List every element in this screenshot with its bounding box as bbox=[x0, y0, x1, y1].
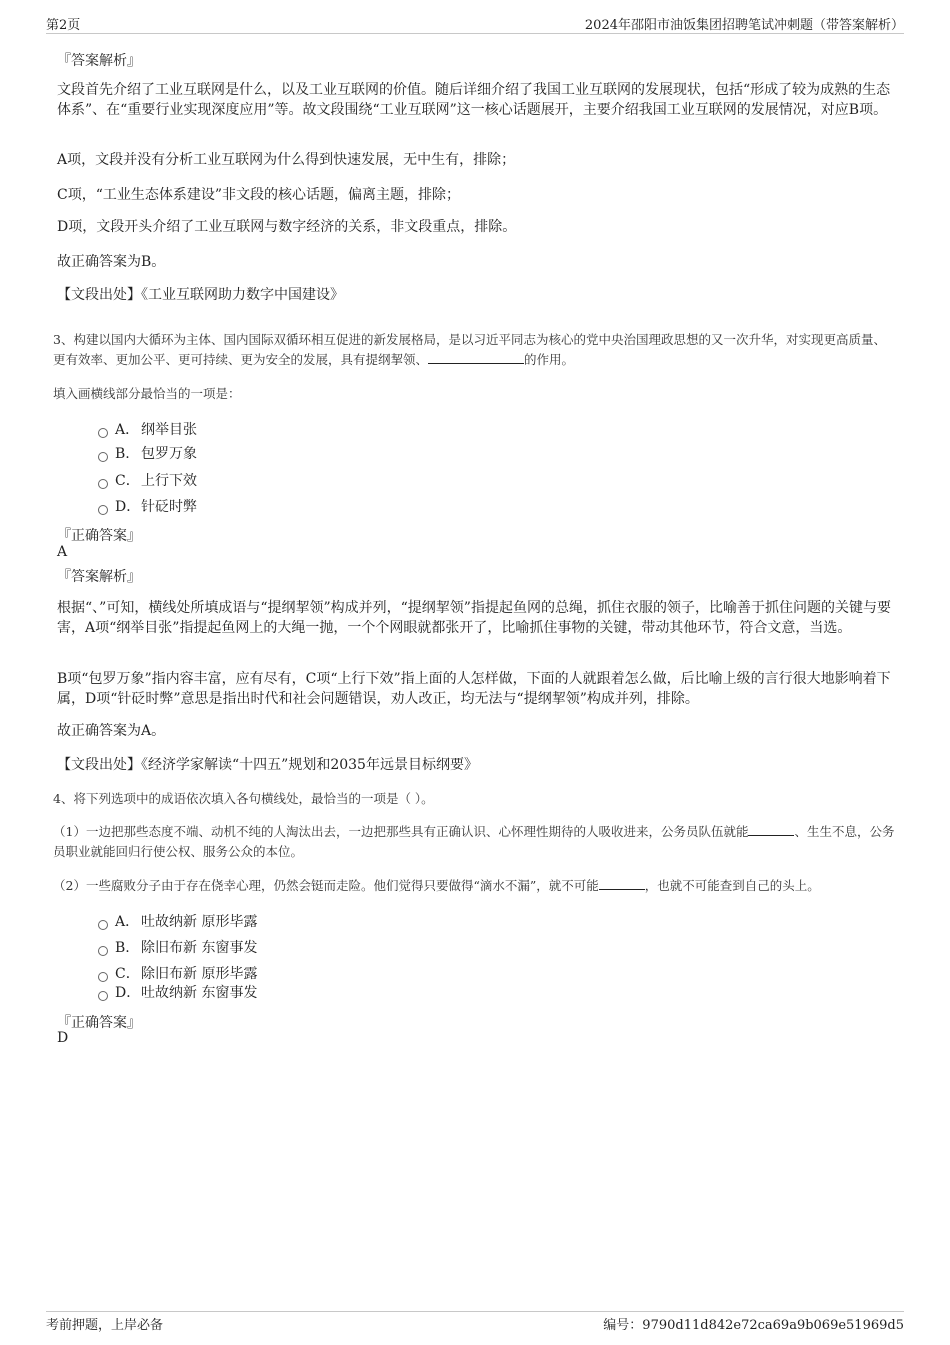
radio-icon[interactable] bbox=[98, 452, 108, 462]
option-letter: C． bbox=[115, 473, 140, 489]
option-a[interactable] bbox=[98, 912, 257, 932]
fill-blank bbox=[599, 877, 645, 890]
question-3-prompt: 填入画横线部分最恰当的一项是： bbox=[53, 386, 241, 401]
fill-blank bbox=[428, 351, 524, 364]
source-citation: 【文段出处】《经济学家解读“十四五”规划和2035年远景目标纲要》 bbox=[57, 757, 478, 773]
radio-icon[interactable] bbox=[98, 991, 108, 1001]
option-c[interactable] bbox=[98, 471, 197, 491]
radio-icon[interactable] bbox=[98, 428, 108, 438]
sentence-1-part-a: （1）一边把那些态度不端、动机不纯的人淘汰出去，一边把那些具有正确认识、心怀理性期待的人吸收进来，公务员队伍就能 bbox=[53, 824, 749, 839]
option-letter: A． bbox=[115, 914, 140, 930]
analysis-conclusion: 故正确答案为B。 bbox=[57, 254, 166, 270]
option-text: 除旧布新 原形毕露 bbox=[141, 966, 258, 982]
radio-icon[interactable] bbox=[98, 946, 108, 956]
header-divider bbox=[46, 33, 904, 34]
analysis-option-a: A项，文段并没有分析工业互联网为什么得到快速发展，无中生有，排除； bbox=[57, 152, 516, 168]
option-text: 包罗万象 bbox=[141, 446, 197, 462]
fill-blank bbox=[748, 823, 794, 836]
analysis-option-d: D项，文段开头介绍了工业互联网与数字经济的关系，非文段重点，排除。 bbox=[57, 219, 517, 235]
radio-icon[interactable] bbox=[98, 479, 108, 489]
question-3-text-line1: 3、构建以国内大循环为主体、国内国际双循环相互促进的新发展格局，是以习近平同志为核心的党中央治国理政思想的又一次升华，对实现更 bbox=[53, 332, 836, 347]
analysis-paragraph: 根据“、”可知，横线处所填成语与“提纲挈领”构成并列，“提纲挈领”指提起鱼网的总绳，抓住衣服的领子，比喻善于抓住问题的关键与要害，A项“纲举目张”指提起鱼网上的大绳一抛，一个个网眼就都张开了，比喻抓住事物的关键，带动其他环节，符合文意，当选。 bbox=[57, 600, 891, 636]
sentence-1-part-c: 不息，公务员职业就能回归行使公权、服务公众的本位。 bbox=[53, 824, 895, 859]
option-letter: A． bbox=[115, 422, 140, 438]
question-3-text bbox=[53, 330, 898, 370]
analysis-paragraph: 文段首先介绍了工业互联网是什么，以及工业互联网的价值。随后详细介绍了我国工业互联网的发展现状，包括“形成了较为成熟的生态体系”、在“重要行业实现深度应用”等。故文段围绕“工业互联网”这一核心话题展开，主要介绍我国工业互联网的发展情况，对应B项。 bbox=[57, 82, 891, 118]
radio-icon[interactable] bbox=[98, 505, 108, 515]
answer-value: A bbox=[57, 544, 68, 560]
option-d[interactable] bbox=[98, 983, 257, 1003]
option-text: 上行下效 bbox=[141, 473, 197, 489]
option-text: 针砭时弊 bbox=[141, 499, 197, 515]
radio-icon[interactable] bbox=[98, 972, 108, 982]
option-letter: D． bbox=[115, 985, 141, 1001]
option-d[interactable] bbox=[98, 497, 197, 517]
option-c[interactable] bbox=[98, 964, 257, 984]
question-4-text: 4、将下列选项中的成语依次填入各句横线处，最恰当的一项是（ ）。 bbox=[53, 791, 434, 806]
option-b[interactable] bbox=[98, 938, 257, 958]
analysis-paragraph: B项“包罗万象”指内容丰富，应有尽有，C项“上行下效”指上面的人怎样做，下面的人就跟着怎么做，后比喻上级的言行很大地影响着下属，D项“针砭时弊”意思是指出时代和社会问题错误，劝人改正，均无法与“提纲挈领”构成并列，排除。 bbox=[57, 671, 891, 707]
option-letter: C． bbox=[115, 966, 140, 982]
question-3-text-line2: 高质量、更有效率、更加公平、更可持续、更为安全的发展，具有提纲挈领、 bbox=[53, 332, 886, 367]
analysis-conclusion: 故正确答案为A。 bbox=[57, 723, 166, 739]
footer-slogan: 考前押题，上岸必备 bbox=[46, 1318, 164, 1333]
answer-value: D bbox=[57, 1030, 69, 1046]
question-3-text-end: 的作用。 bbox=[524, 352, 575, 367]
option-letter: B. bbox=[115, 940, 130, 956]
document-title: 2024年邵阳市油饭集团招聘笔试冲刺题（带答案解析） bbox=[584, 18, 904, 33]
option-text: 除旧布新 东窗事发 bbox=[141, 940, 258, 956]
option-letter: D． bbox=[115, 499, 141, 515]
option-letter: B. bbox=[115, 446, 130, 462]
option-text: 纲举目张 bbox=[141, 422, 197, 438]
document-id: 编号：9790d11d842e72ca69a9b069e51969d5 bbox=[603, 1318, 904, 1333]
answer-label: 『正确答案』 bbox=[57, 1015, 141, 1031]
answer-label: 『正确答案』 bbox=[57, 528, 141, 544]
page-number: 第2页 bbox=[46, 18, 81, 33]
analysis-label: 『答案解析』 bbox=[57, 569, 141, 585]
option-text: 吐故纳新 东窗事发 bbox=[141, 985, 258, 1001]
radio-icon[interactable] bbox=[98, 920, 108, 930]
question-4-sentence-1 bbox=[53, 822, 898, 862]
option-b[interactable] bbox=[98, 444, 197, 464]
source-citation: 【文段出处】《工业互联网助力数字中国建设》 bbox=[57, 287, 344, 303]
sentence-2-part-b: ，也就不可能查到自己的头上。 bbox=[644, 878, 820, 893]
question-4-sentence-2 bbox=[53, 876, 898, 896]
footer-divider bbox=[46, 1311, 904, 1312]
sentence-1-part-b: 、生生 bbox=[794, 824, 832, 839]
option-text: 吐故纳新 原形毕露 bbox=[141, 914, 258, 930]
analysis-option-c: C项，“工业生态体系建设”非文段的核心话题，偏离主题，排除； bbox=[57, 187, 461, 203]
sentence-2-part-a: （2）一些腐败分子由于存在侥幸心理，仍然会铤而走险。他们觉得只要做得“滴水不漏”，就不可能 bbox=[53, 878, 599, 893]
option-a[interactable] bbox=[98, 420, 197, 440]
analysis-label: 『答案解析』 bbox=[57, 53, 141, 69]
